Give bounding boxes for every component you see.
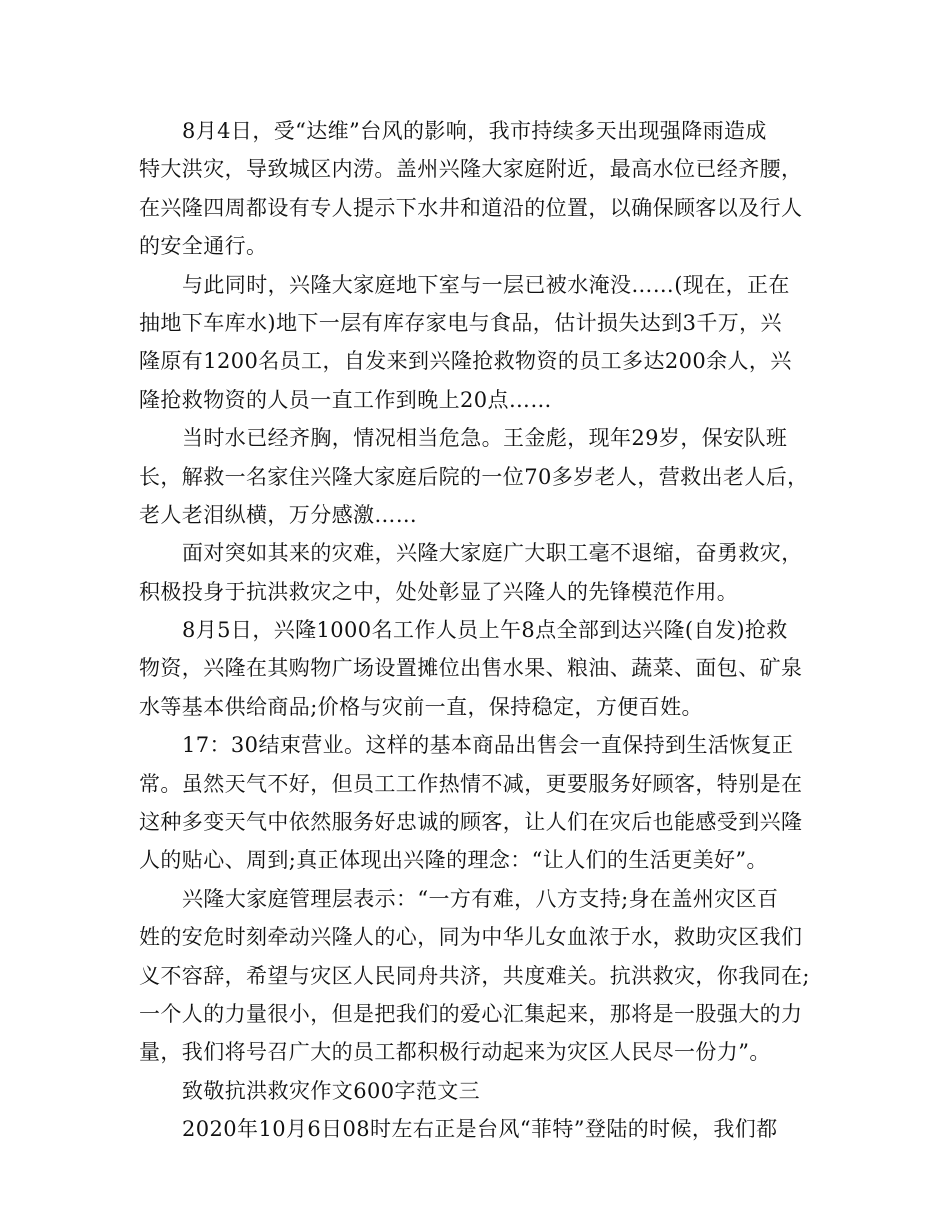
text-line: 长，解救一名家住兴隆大家庭后院的一位70多岁老人，营救出老人后，	[139, 464, 809, 489]
text-line: 当时水已经齐胸，情况相当危急。王金彪，现年29岁，保安队班	[182, 426, 788, 451]
text-line: 抽地下车库水)地下一层有库存家电与食品，估计损失达到3千万，兴	[139, 310, 782, 335]
text-line: 2020年10月6日08时左右正是台风“菲特”登陆的时候，我们都	[182, 1117, 778, 1142]
text-line: 常。虽然天气不好，但员工工作热情不减，更要服务好顾客，特别是在	[139, 771, 803, 796]
text-line: 姓的安危时刻牵动兴隆人的心，同为中华儿女血浓于水，救助灾区我们	[139, 925, 803, 950]
article-body	[139, 112, 823, 1149]
text-line: 8月5日，兴隆1000名工作人员上午8点全部到达兴隆(自发)抢救	[182, 618, 788, 643]
text-line: 隆原有1200名员工，自发来到兴隆抢救物资的员工多达200余人，兴	[139, 349, 792, 374]
text-line: 水等基本供给商品;价格与灾前一直，保持稳定，方便百姓。	[139, 694, 703, 719]
text-line: 量，我们将号召广大的员工都积极行动起来为灾区人民尽一份力”。	[139, 1040, 771, 1065]
text-line: 与此同时，兴隆大家庭地下室与一层已被水淹没……(现在，正在	[182, 272, 790, 297]
text-line: 的安全通行。	[139, 234, 268, 259]
text-line: 8月4日，受“达维”台风的影响，我市持续多天出现强降雨造成	[182, 119, 767, 143]
text-line: 致敬抗洪救灾作文600字范文三	[182, 1078, 481, 1103]
text-line: 这种多变天气中依然服务好忠诚的顾客，让人们在灾后也能感受到兴隆	[139, 810, 803, 835]
text-line: 隆抢救物资的人员一直工作到晚上20点……	[139, 387, 552, 412]
text-line: 积极投身于抗洪救灾之中，处处彰显了兴隆人的先锋模范作用。	[139, 579, 739, 604]
text-line: 义不容辞，希望与灾区人民同舟共济，共度难关。抗洪救灾，你我同在;	[139, 963, 810, 988]
text-line: 人的贴心、周到;真正体现出兴隆的理念：“让人们的生活更美好”。	[139, 848, 768, 873]
text-line: 物资，兴隆在其购物广场设置摊位出售水果、粮油、蔬菜、面包、矿泉	[139, 656, 803, 681]
text-line: 特大洪灾，导致城区内涝。盖州兴隆大家庭附近，最高水位已经齐腰，	[139, 157, 803, 182]
text-line: 面对突如其来的灾难，兴隆大家庭广大职工毫不退缩，奋勇救灾，	[182, 541, 803, 566]
text-line: 兴隆大家庭管理层表示：“一方有难，八方支持;身在盖州灾区百	[182, 886, 779, 911]
text-line: 在兴隆四周都设有专人提示下水井和道沿的位置，以确保顾客以及行人	[139, 195, 803, 220]
text-line: 老人老泪纵横，万分感激……	[139, 502, 418, 527]
text-line: 一个人的力量很小，但是把我们的爱心汇集起来，那将是一股强大的力	[139, 1001, 803, 1026]
text-line: 17：30结束营业。这样的基本商品出售会一直保持到生活恢复正	[182, 733, 794, 758]
